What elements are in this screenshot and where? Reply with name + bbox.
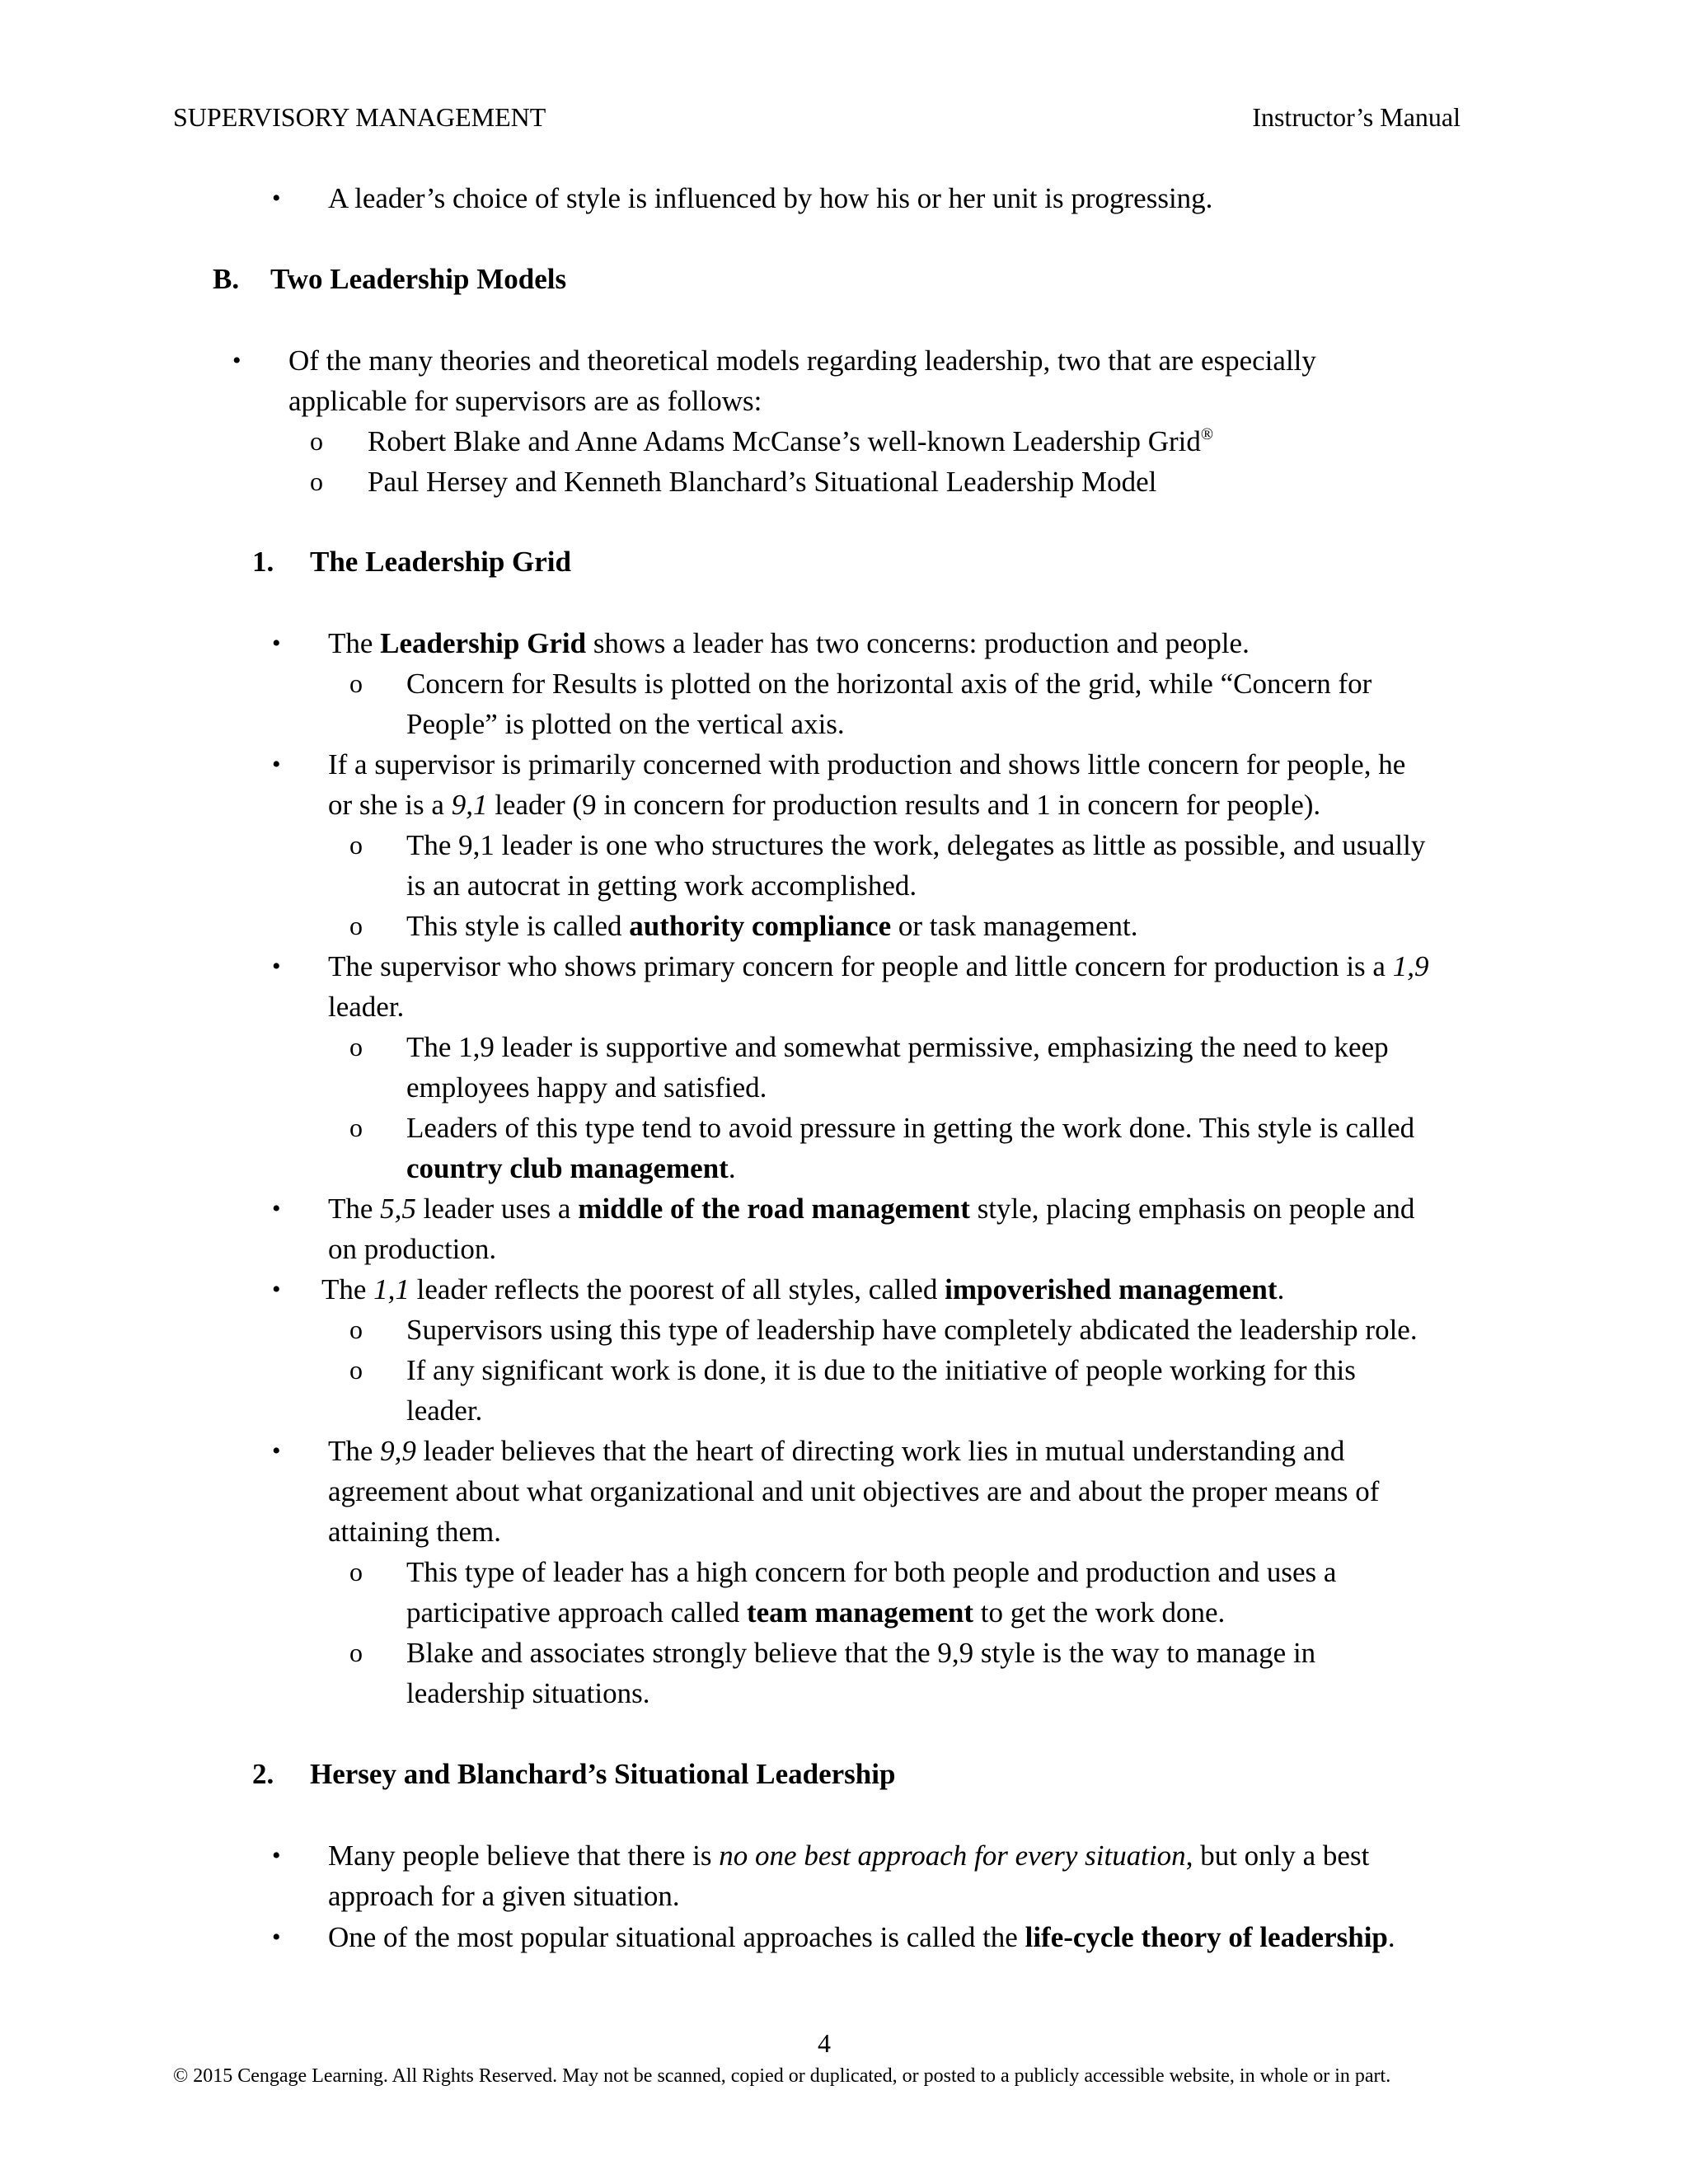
sub-text: This type of leader has a high concern for both people and production and uses a — [406, 1556, 1337, 1588]
copyright-footer: © 2015 Cengage Learning. All Rights Reserved. May not be scanned, copied or duplicated, or posted to a publicly accessible website, in whole or in part. — [173, 2065, 1391, 2087]
running-header-manual: Instructor’s Manual — [1252, 102, 1461, 132]
bullet-text: Many people believe that there is no one best approach for every situation, but only a best — [328, 1840, 1370, 1872]
bullet-marker: • — [272, 1437, 281, 1465]
bullet-text: One of the most popular situational approaches is called the life-cycle theory of leadership. — [328, 1921, 1395, 1953]
sub-text: The 1,9 leader is supportive and somewhat permissive, emphasizing the need to keep — [406, 1031, 1389, 1063]
bullet-text: The 5,5 leader uses a middle of the road management style, placing emphasis on people and — [328, 1193, 1415, 1225]
sub-bullet-marker: o — [349, 1032, 363, 1062]
sub-bullet-marker: o — [349, 1113, 363, 1142]
sub-text: This style is called authority compliance or task management. — [406, 910, 1138, 942]
bullet-text: leader. — [328, 991, 405, 1023]
running-header-title: SUPERVISORY MANAGEMENT — [173, 102, 546, 132]
sub-bullet-marker: o — [349, 830, 363, 860]
bullet-text: applicable for supervisors are as follows: — [288, 385, 762, 417]
sub-text: is an autocrat in getting work accomplished. — [406, 869, 917, 902]
bullet-text: or she is a 9,1 leader (9 in concern for production results and 1 in concern for people). — [328, 789, 1321, 821]
bullet-marker: • — [232, 347, 241, 374]
sub-text: People” is plotted on the vertical axis. — [406, 708, 845, 740]
model-text: Paul Hersey and Kenneth Blanchard’s Situational Leadership Model — [368, 466, 1157, 498]
sub-text: country club management. — [406, 1152, 736, 1184]
sub-text: participative approach called team management to get the work done. — [406, 1596, 1226, 1629]
bullet-marker: • — [272, 1924, 281, 1951]
bullet-text: Of the many theories and theoretical models regarding leadership, two that are especially — [288, 344, 1316, 377]
sub-text: Blake and associates strongly believe that the 9,9 style is the way to manage in — [406, 1637, 1316, 1669]
sub-bullet-marker: o — [310, 466, 323, 496]
bullet-marker: • — [272, 751, 281, 778]
page-number: 4 — [818, 2028, 831, 2058]
registered-mark: ® — [1200, 425, 1214, 443]
sub-text: employees happy and satisfied. — [406, 1071, 767, 1104]
bullet-marker: • — [272, 630, 281, 657]
sub-bullet-marker: o — [349, 1355, 363, 1385]
bullet-marker: • — [272, 953, 281, 980]
subsection-number: 1. — [252, 546, 274, 578]
sub-bullet-marker: o — [349, 1315, 363, 1344]
bullet-text: The 9,9 leader believes that the heart of directing work lies in mutual understanding and — [328, 1435, 1345, 1467]
section-title: Two Leadership Models — [270, 263, 567, 295]
sub-text: leader. — [406, 1394, 483, 1427]
sub-text: leadership situations. — [406, 1677, 650, 1709]
bullet-text: The Leadership Grid shows a leader has two concerns: production and people. — [328, 627, 1250, 659]
sub-bullet-marker: o — [349, 1557, 363, 1586]
section-letter: B. — [213, 263, 240, 295]
bullet-marker: • — [272, 1276, 281, 1303]
model-text: Robert Blake and Anne Adams McCanse’s well-known Leadership Grid — [368, 425, 1201, 457]
bullet-marker: • — [272, 1195, 281, 1222]
sub-bullet-marker: o — [349, 911, 363, 940]
bullet-text: agreement about what organizational and unit objectives are and about the proper means of — [328, 1475, 1380, 1507]
sub-text: The 9,1 leader is one who structures the work, delegates as little as possible, and usually — [406, 829, 1426, 861]
bullet-marker: • — [272, 1842, 281, 1869]
sub-bullet-marker: o — [310, 426, 323, 456]
bullet-text: If a supervisor is primarily concerned with production and shows little concern for people, he — [328, 748, 1406, 780]
bullet-text: approach for a given situation. — [328, 1880, 680, 1912]
bullet-text: attaining them. — [328, 1516, 501, 1548]
sub-text: Concern for Results is plotted on the horizontal axis of the grid, while “Concern for — [406, 668, 1372, 700]
bullet-marker: • — [272, 185, 281, 212]
bullet-text: on production. — [328, 1233, 497, 1265]
sub-text: Supervisors using this type of leadership have completely abdicated the leadership role. — [406, 1314, 1418, 1346]
subsection-title: Hersey and Blanchard’s Situational Leadership — [310, 1758, 896, 1790]
bullet-text: A leader’s choice of style is influenced by how his or her unit is progressing. — [328, 182, 1213, 214]
bullet-text: The supervisor who shows primary concern for people and little concern for production is a 1,9 — [328, 950, 1429, 982]
bullet-text: The 1,1 leader reflects the poorest of all styles, called impoverished management. — [321, 1273, 1285, 1305]
subsection-number: 2. — [252, 1758, 274, 1790]
sub-bullet-marker: o — [349, 1638, 363, 1667]
sub-text: Leaders of this type tend to avoid pressure in getting the work done. This style is called — [406, 1112, 1415, 1144]
sub-text: If any significant work is done, it is due to the initiative of people working for this — [406, 1354, 1356, 1386]
model-item — [368, 421, 1213, 462]
sub-bullet-marker: o — [349, 668, 363, 698]
subsection-title: The Leadership Grid — [310, 546, 571, 578]
